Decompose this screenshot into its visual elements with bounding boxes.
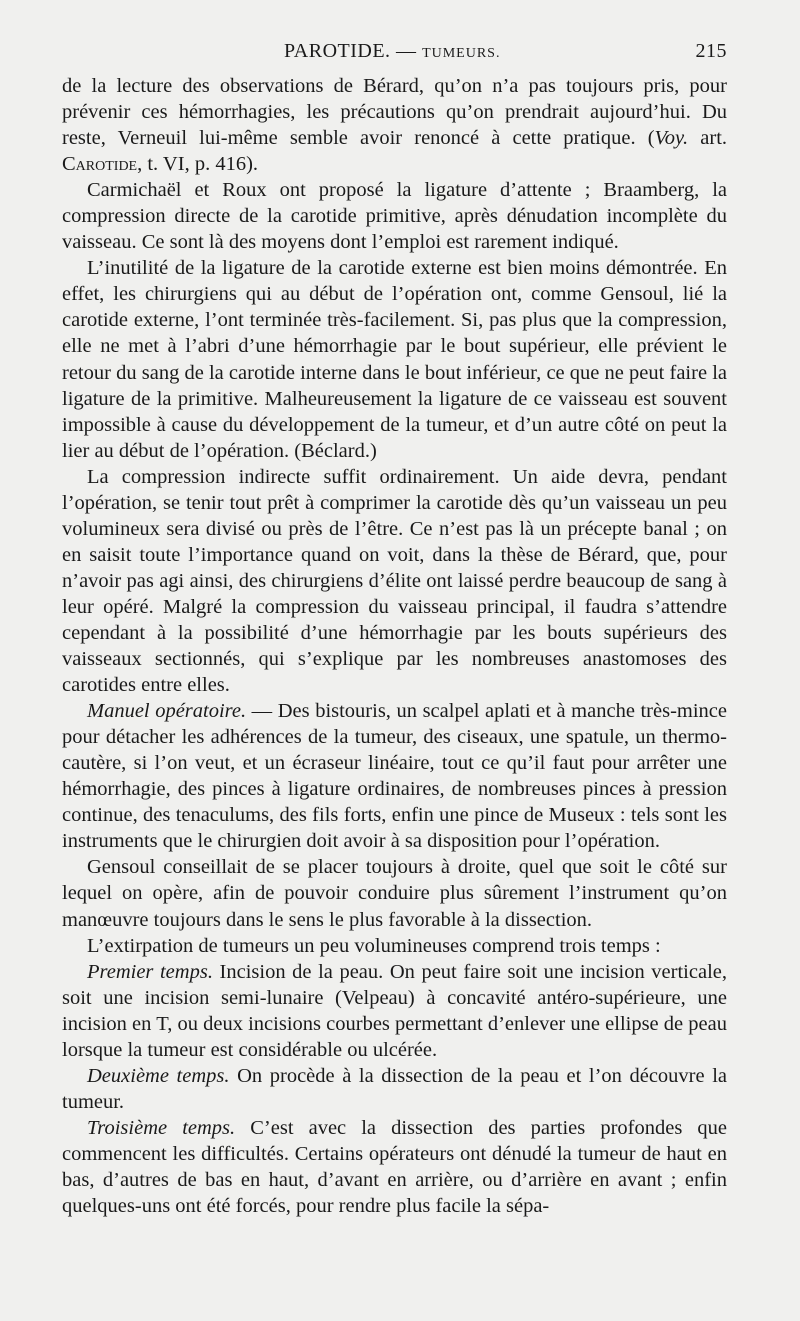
paragraph: Premier temps. Incision de la peau. On peut faire soit une incision verticale, soit une incision semi-lunaire (Velpeau) à concavité antéro-supérieure, une incision en T, ou deux incisions courbes permettant d’enlever une ellipse de peau lorsque la tumeur est considérable ou ulcérée. <box>62 960 727 1061</box>
paragraph: L’extirpation de tumeurs un peu volumineuses comprend trois temps : <box>87 934 661 957</box>
page-number: 215 <box>695 40 727 62</box>
section-lead: Troisième temps. <box>87 1116 236 1139</box>
voy-abbrev: Voy. <box>654 127 689 150</box>
body-text <box>62 73 727 1219</box>
paragraph: La compression indirecte suffit ordinairement. Un aide devra, pendant l’opération, se tenir tout prêt à comprimer la carotide dès qu’un vaisseau un peu volumineux sera divisé ou près de l’être. Ce n’est pas là un précepte banal ; on en saisit toute l’importance quand on voit, dans la thèse de Bérard, que, pour n’avoir pas agi ainsi, des chirurgiens d’élite ont laissé perdre beaucoup de sang à leur opéré. Malgré la compression du vaisseau principal, il faudra s’attendre cependant à la possibilité d’une hémorrhagie par les bouts supérieurs des vaisseaux sectionnés, qui s’explique par les nombreuses anastomoses des carotides entre elles. <box>62 465 727 697</box>
title-small-caps: TUMEURS. <box>422 46 501 61</box>
title-main: PAROTIDE. — <box>284 40 417 62</box>
paragraph: Manuel opératoire. — Des bistouris, un scalpel aplati et à manche très-mince pour détacher les adhérences de la tumeur, des ciseaux, une spatule, un thermo-cautère, si l’on veut, et un écraseur linéaire, tout ce qu’il faut pour arrêter une hémorrhagie, des pinces à ligature ordinaires, de nombreuses pinces à pression continue, des tenaculums, des fils forts, enfin une pince de Museux : tels sont les instruments que le chirurgien doit avoir à sa disposition pour l’opération. <box>62 700 728 853</box>
section-lead: Premier temps. <box>87 960 213 983</box>
running-header <box>62 40 727 72</box>
paragraph: Gensoul conseillait de se placer toujours à droite, quel que soit le côté sur lequel on opère, afin de pouvoir conduire plus sûrement l’instrument qu’on manœuvre toujours dans le sens le plus favorable à la dissection. <box>62 856 727 931</box>
section-lead: Manuel opératoire. <box>87 700 247 723</box>
section-lead: Deuxième temps. <box>87 1064 230 1087</box>
cross-reference: Carotide <box>62 153 138 176</box>
paragraph: L’inutilité de la ligature de la carotide externe est bien moins démontrée. En effet, les chirurgiens qui au début de l’opération ont, comme Gensoul, lié la carotide externe, l’ont terminée très-facilement. Si, pas plus que la compression, elle ne met à l’abri d’une hémorrhagie par le bout supérieur, elle prévient le retour du sang de la carotide interne dans le bout inférieur, ce que ne peut faire la ligature de la primitive. Malheureusement la ligature de ce vaisseau est souvent impossible à cause du développement de la tumeur, et d’un autre côté on peut la lier au début de l’opération. (Béclard.) <box>62 257 727 462</box>
paragraph-continued: de la lecture des observations de Bérard, qu’on n’a pas toujours pris, pour prévenir ces hémorrhagies, les précautions qu’on prendrait aujourd’hui. Du reste, Verneuil lui-même semble avoir renoncé à cette pratique. (Voy. art. Carotide, t. VI, p. 416). <box>62 75 728 176</box>
paragraph: Troisième temps. C’est avec la dissection des parties profondes que commencent les difficultés. Certains opérateurs ont dénudé la tumeur de haut en bas, d’autres de bas en haut, d’avant en arrière, ou d’arrière en avant ; enfin quelques-uns ont été forcés, pour rendre plus facile la sépa- <box>62 1116 728 1218</box>
paragraph: Deuxième temps. On procède à la dissection de la peau et l’on découvre la tumeur. <box>62 1064 727 1113</box>
running-title <box>284 40 500 63</box>
paragraph: Carmichaël et Roux ont proposé la ligature d’attente ; Braamberg, la compression directe de la carotide primitive, après dénudation incomplète du vaisseau. Ce sont là des moyens dont l’emploi est rarement indiqué. <box>62 179 727 254</box>
